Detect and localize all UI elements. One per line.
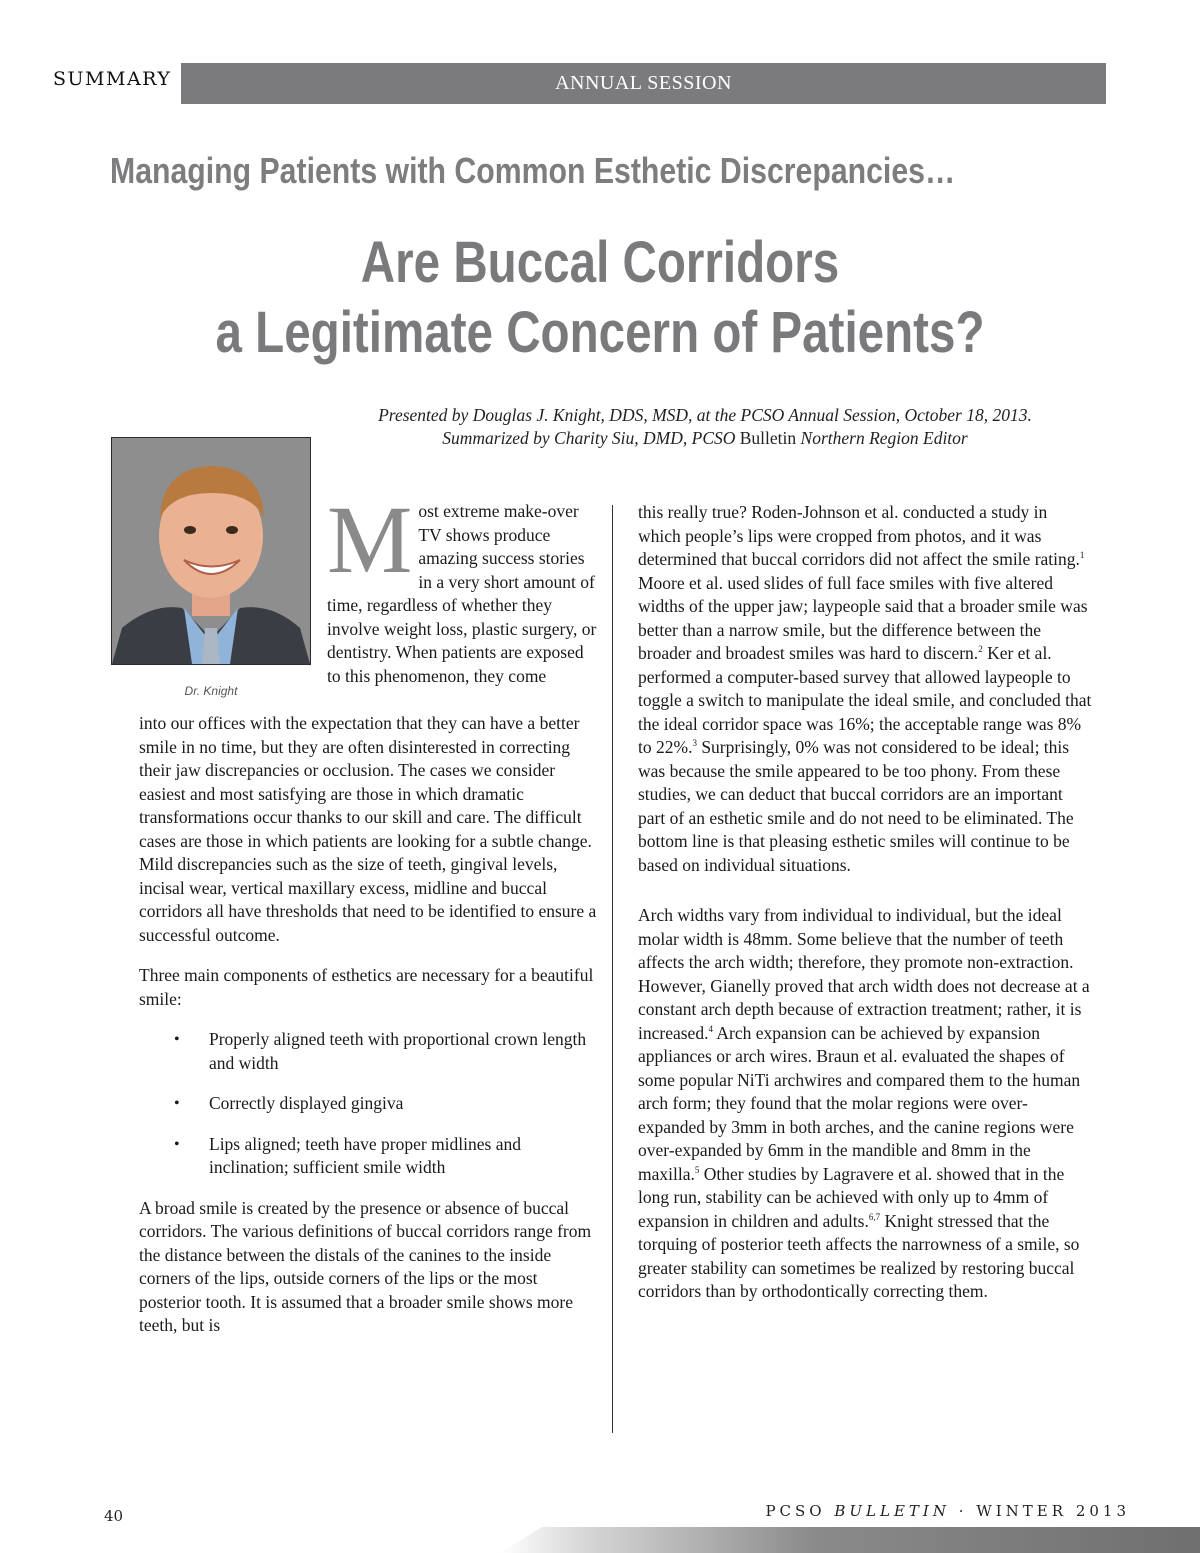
section-label: SUMMARY <box>53 68 172 90</box>
reference-3: 3 <box>692 738 697 749</box>
left-column <box>139 712 599 1355</box>
left-paragraph-1: into our offices with the expectation that they can have a better smile in no time, but they are often disinterested in correcting their jaw discrepancies or occlusion. The cases we consider easiest and most satisfying are those in which dramatic transformations occur thanks to our skill and care. The difficult cases are those in which patients are looking for a subtle change. Mild discrepancies such as the size of teeth, gingival levels, incisal wear, vertical maxillary excess, midline and buccal corridors all have thresholds that need to be identified to ensure a successful outcome. <box>139 713 597 945</box>
list-item: • Correctly displayed gingiva <box>209 1092 599 1116</box>
right-column <box>638 501 1094 1321</box>
drop-cap: M <box>327 486 413 593</box>
section-header-bar: ANNUAL SESSION <box>181 63 1106 104</box>
bullet-icon: • <box>174 1031 180 1048</box>
author-photo <box>111 437 311 665</box>
left-paragraph-2: Three main components of esthetics are necessary for a beautiful smile: <box>139 965 594 1009</box>
list-item: • Lips aligned; teeth have proper midlines and inclination; sufficient smile width <box>174 1133 521 1177</box>
article-title-line-1: Are Buccal Corridors <box>360 230 840 295</box>
bullet-icon: • <box>174 1095 180 1112</box>
bullet-icon: • <box>174 1135 180 1153</box>
intro-text: ost extreme make-over TV shows produce amazing success stories in a very short amount of time, regardless of whether they involve weight loss, plastic surgery, or dentistry. When patients are exposed to this phenomenon, they come <box>327 501 597 686</box>
publication-footer: PCSO BULLETIN · WINTER 2013 <box>765 1502 1130 1520</box>
right-paragraph-2: Arch widths vary from individual to individual, but the ideal molar width is 48mm. Some believe that the number of teeth affects the arch width; therefore, they promote non-extraction. However, Gianelly proved that arch width does not decrease at a constant arch depth because of extraction treatment; rather, it is increased.$^4$ Arch expansion can be achieved by expansion appliances or arch wires. Braun et al. evaluated the shapes of some popular NiTi archwires and compared them to the human arch form; they found that the molar regions were over-expanded by 3mm in both arches, and the canine regions were over-expanded by 6mm in the mandible and 8mm in the maxilla.$^5$ Other studies by Lagravere et al. showed that in the long run, stability can be achieved with only up to 4mm of expansion in children and adults.$^{6,7}$ Knight stressed that the torquing of posterior teeth affects the narrowness of a smile, so greater stability can sometimes be realized by restoring buccal corridors than by orthodontically correcting them. <box>638 905 1090 1301</box>
byline-summarizer: Summarized by Charity Siu, DMD, PCSO Bulletin Northern Region Editor <box>442 428 968 448</box>
reference-4: 4 <box>708 1023 713 1034</box>
footer-decorative-bar <box>500 1527 1200 1553</box>
reference-1: 1 <box>1079 550 1085 561</box>
esthetics-components-list <box>139 1028 599 1180</box>
photo-caption: Dr. Knight <box>184 684 238 698</box>
left-paragraph-3: A broad smile is created by the presence or absence of buccal corridors. The various definitions of buccal corridors range from the distance between the distals of the canines to the inside corners of the lips, outside corners of the lips or the most posterior tooth. It is assumed that a broader smile shows more teeth, but is <box>139 1197 592 1335</box>
article-byline <box>300 404 1110 450</box>
page-number: 40 <box>104 1507 124 1525</box>
reference-5: 5 <box>694 1164 700 1175</box>
list-item: • Properly aligned teeth with proportional crown length and width <box>174 1029 587 1073</box>
intro-paragraph <box>327 486 597 688</box>
portrait-illustration <box>112 438 310 664</box>
article-title-line-2: a Legitimate Concern of Patients? <box>215 300 985 365</box>
article-kicker: Managing Patients with Common Esthetic Discrepancies… <box>110 150 956 191</box>
column-divider <box>612 505 613 1433</box>
article-title <box>100 228 1100 368</box>
reference-2: 2 <box>978 644 983 655</box>
reference-6-7: 6,7 <box>868 1211 881 1222</box>
right-paragraph-1: this really true? Roden-Johnson et al. conducted a study in which people’s lips were cropped from photos, and it was determined that buccal corridors did not affect the smile rating.$^1$ Moore et al. used slides of full face smiles with five altered widths of the upper jaw; laypeople said that a broader smile was better than a narrow smile, but the difference between the broader and broadest smiles was hard to discern.$^2$ Ker et al. performed a computer-based survey that allowed laypeople to toggle a switch to manipulate the ideal smile, and concluded that the ideal corridor space was 16%; the acceptable range was 8% to 22%.$^3$ Surprisingly, 0% was not considered to be ideal; this was because the smile appeared to be too phony. From these studies, we can deduct that buccal corridors are an important part of an esthetic smile and do not need to be eliminated. The bottom line is that pleasing esthetic smiles will continue to be based on individual situations. <box>638 502 1092 875</box>
byline-presenter: Presented by Douglas J. Knight, DDS, MSD, at the PCSO Annual Session, October 18, 2013. <box>378 405 1032 425</box>
